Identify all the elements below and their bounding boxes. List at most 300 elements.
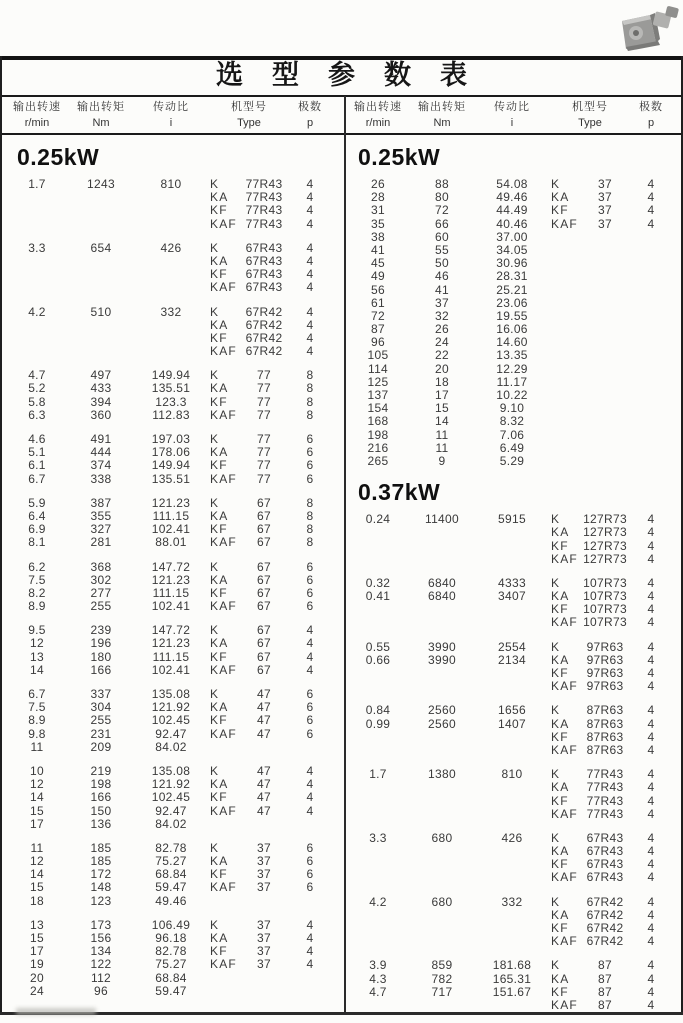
output-speed-value: 4.7 (369, 984, 387, 999)
output-speed-value (6, 218, 68, 231)
table-row (341, 832, 682, 845)
ratio-value: 13.35 (496, 348, 528, 363)
output-torque-value: 166 (90, 662, 112, 677)
ratio-value: 2554 (498, 639, 526, 654)
poles-value: 4 (647, 894, 655, 909)
type-prefix: KAF (551, 934, 578, 949)
type-model: 67R42 (586, 907, 624, 922)
type-model: 67R42 (245, 330, 283, 345)
type-prefix (549, 323, 579, 336)
parameter-group (341, 704, 682, 757)
ratio-value: 147.72 (151, 623, 191, 638)
ratio-value (475, 744, 549, 757)
type-prefix (549, 310, 579, 323)
poles-value: 4 (647, 602, 655, 617)
ratio-value: 88.01 (155, 535, 187, 550)
ratio-value: 10.22 (496, 388, 528, 402)
ratio-value: 810 (160, 177, 182, 191)
output-torque-value: 134 (90, 944, 112, 959)
output-speed-value (347, 808, 409, 821)
output-speed-value (347, 667, 409, 680)
output-torque-value (409, 540, 475, 553)
type-model: 47 (257, 777, 271, 792)
ratio-value: 7.06 (499, 427, 525, 442)
type-model: 67 (257, 662, 271, 677)
output-speed-value: 0.55 (365, 639, 391, 654)
output-torque-value: 680 (431, 830, 453, 845)
output-speed-value: 14 (30, 662, 44, 677)
type-model: 77R43 (245, 190, 283, 205)
ratio-value: 75.27 (155, 957, 187, 972)
type-prefix (549, 257, 579, 270)
ratio-value: 8.32 (499, 414, 525, 429)
type-prefix (549, 336, 579, 349)
ratio-value: 28.31 (496, 269, 528, 284)
poles-value: 4 (306, 240, 314, 255)
output-speed-value (6, 204, 68, 217)
table-row (341, 718, 682, 731)
output-speed-value (347, 731, 409, 744)
table-row (341, 959, 682, 972)
poles-value: 6 (306, 713, 314, 728)
output-torque-value: 717 (431, 984, 453, 999)
output-torque-value: 20 (435, 361, 449, 376)
poles-value: 8 (306, 495, 314, 510)
poles-value: 4 (306, 649, 314, 664)
output-torque-value: 360 (90, 407, 112, 422)
column-divider (344, 96, 346, 1015)
poles-value: 4 (647, 806, 655, 821)
type-prefix (549, 376, 579, 389)
output-torque-value: 122 (90, 957, 112, 972)
type-model: 87R63 (586, 729, 624, 744)
type-prefix (549, 415, 579, 428)
output-speed-value (347, 616, 409, 629)
type-prefix: K (210, 559, 220, 574)
table-row (0, 985, 341, 998)
output-speed-value: 7.5 (28, 572, 46, 587)
poles-value: 6 (306, 726, 314, 741)
type-model: 77 (257, 458, 271, 473)
poles-value: 6 (306, 585, 314, 600)
output-torque-value: 444 (90, 445, 112, 460)
output-torque-value: 15 (435, 401, 449, 416)
parameter-group (341, 178, 682, 468)
type-prefix: KAF (210, 599, 237, 614)
output-torque-value: 32 (435, 308, 449, 323)
poles-value: 4 (647, 742, 655, 757)
ratio-value: 111.15 (152, 649, 190, 664)
poles-value: 4 (647, 844, 655, 859)
poles-value: 4 (306, 777, 314, 792)
type-prefix: KF (551, 538, 569, 553)
poles-value (631, 402, 671, 415)
ratio-value: 54.08 (496, 177, 528, 191)
table-row (0, 791, 341, 804)
output-speed-value: 56 (371, 282, 385, 297)
type-model: 77R43 (245, 203, 283, 218)
parameter-group (0, 178, 341, 231)
poles-value: 4 (647, 615, 655, 630)
type-prefix: KAF (551, 742, 578, 757)
output-torque-value (68, 281, 134, 294)
type-model (579, 270, 631, 283)
type-prefix: KA (551, 652, 570, 667)
type-prefix (549, 270, 579, 283)
type-model: 127R73 (583, 551, 627, 566)
poles-value: 4 (647, 716, 655, 731)
type-model: 47 (257, 790, 271, 805)
ratio-value: 84.02 (155, 739, 187, 754)
output-speed-value: 3.3 (28, 240, 46, 255)
table-row (0, 409, 341, 422)
poles-value: 4 (647, 907, 655, 922)
type-prefix: KF (210, 649, 228, 664)
output-speed-value (347, 858, 409, 871)
type-model: 77R43 (586, 767, 624, 782)
type-prefix: K (210, 763, 220, 778)
table-row (0, 664, 341, 677)
type-prefix: KF (210, 394, 228, 409)
poles-value: 4 (647, 997, 655, 1012)
type-prefix: K (551, 958, 561, 973)
output-speed-value: 72 (371, 308, 385, 323)
ratio-value: 135.51 (151, 381, 191, 396)
type-prefix: K (210, 304, 220, 319)
type-model: 77 (257, 432, 271, 446)
type-model: 77 (257, 368, 271, 383)
type-prefix: KA (210, 572, 229, 587)
table-row (341, 415, 682, 428)
table-row (341, 442, 682, 455)
output-speed-value: 6.9 (28, 522, 46, 537)
parameter-group (341, 768, 682, 821)
output-torque-value: 302 (90, 572, 112, 587)
poles-value (631, 415, 671, 428)
ratio-value: 82.78 (155, 840, 187, 855)
table-row (341, 349, 682, 362)
type-prefix: KA (551, 716, 570, 731)
output-torque-value (409, 667, 475, 680)
output-torque-value: 304 (90, 700, 112, 715)
type-prefix: KF (551, 602, 569, 617)
output-torque-value: 26 (435, 322, 449, 337)
ratio-value: 197.03 (151, 432, 191, 446)
type-prefix: KA (551, 907, 570, 922)
table-row (341, 616, 682, 629)
output-speed-value: 15 (30, 803, 44, 818)
poles-value: 8 (306, 407, 314, 422)
type-prefix: KF (210, 713, 228, 728)
poles-value: 4 (647, 921, 655, 935)
type-model (579, 284, 631, 297)
ratio-value: 112.83 (152, 407, 190, 422)
ratio-value: 44.49 (496, 203, 528, 218)
type-model: 67 (257, 522, 271, 537)
type-model: 67 (257, 572, 271, 587)
type-model: 77 (257, 407, 271, 422)
output-torque-value: 172 (90, 867, 112, 882)
output-torque-value: 355 (90, 508, 112, 523)
output-speed-value: 137 (367, 388, 389, 402)
ratio-value (134, 345, 208, 358)
ratio-value: 810 (501, 767, 523, 782)
type-model: 37 (257, 931, 271, 945)
output-speed-value (347, 909, 409, 922)
poles-value: 4 (647, 666, 655, 680)
type-model: 87R63 (586, 716, 624, 731)
output-torque-value (68, 204, 134, 217)
ratio-value: 25.21 (496, 282, 528, 297)
type-model: 67 (257, 649, 271, 664)
output-torque-value: 433 (90, 381, 112, 396)
type-prefix: K (210, 840, 220, 855)
table-row (341, 909, 682, 922)
table-row (0, 536, 341, 549)
type-prefix: KA (210, 508, 229, 523)
poles-value: 4 (306, 280, 314, 295)
gearbox-photo (616, 3, 680, 55)
output-speed-value: 12 (30, 854, 44, 869)
output-speed-value: 41 (371, 242, 385, 257)
output-torque-value: 180 (90, 649, 112, 664)
type-prefix (549, 363, 579, 376)
type-model: 67 (257, 495, 271, 510)
output-speed-value: 6.2 (28, 559, 46, 574)
table-header-left (0, 97, 341, 133)
type-prefix (549, 349, 579, 362)
parameter-group (341, 832, 682, 885)
output-speed-value (6, 281, 68, 294)
type-model: 107R73 (583, 602, 627, 617)
output-speed-value: 0.66 (365, 652, 391, 667)
type-model (579, 336, 631, 349)
output-speed-value (347, 871, 409, 884)
table-row (341, 667, 682, 680)
output-torque-value: 156 (90, 931, 112, 945)
output-speed-value (347, 526, 409, 539)
table-row (341, 553, 682, 566)
ratio-value: 92.47 (155, 726, 187, 741)
header-bottom-rule (0, 133, 683, 135)
output-speed-value: 8.1 (28, 535, 46, 550)
type-model: 127R73 (583, 538, 627, 553)
ratio-value: 102.41 (151, 522, 191, 537)
output-speed-value: 4.2 (369, 894, 387, 909)
ratio-value (134, 268, 208, 281)
type-model (238, 985, 290, 998)
parameter-group (341, 959, 682, 1012)
type-model (579, 310, 631, 323)
type-model: 77 (257, 471, 271, 486)
poles-value (290, 741, 330, 754)
type-model: 37 (257, 917, 271, 932)
type-prefix (549, 297, 579, 310)
ratio-value (475, 553, 549, 566)
type-model: 87 (598, 984, 612, 999)
ratio-value (475, 540, 549, 553)
ratio-value: 75.27 (155, 854, 187, 869)
poles-value (290, 818, 330, 831)
table-row (0, 242, 341, 255)
poles-value: 4 (647, 203, 655, 218)
parameter-group (341, 641, 682, 694)
poles-value: 6 (306, 840, 314, 855)
table-row (341, 270, 682, 283)
type-model: 37 (257, 944, 271, 959)
type-prefix: KAF (551, 615, 578, 630)
poles-value: 4 (306, 957, 314, 972)
type-prefix (549, 284, 579, 297)
poles-value: 4 (647, 857, 655, 872)
ratio-value: 121.92 (151, 777, 191, 792)
type-prefix: KAF (210, 407, 237, 422)
type-prefix: KAF (551, 806, 578, 821)
output-torque-value: 196 (90, 636, 112, 651)
table-row (341, 603, 682, 616)
output-torque-value: 219 (90, 763, 112, 778)
poles-value (631, 349, 671, 362)
type-prefix (208, 972, 238, 985)
ratio-value: 68.84 (155, 970, 187, 985)
output-speed-value: 14 (30, 867, 44, 882)
output-torque-value: 22 (435, 348, 449, 363)
table-row (341, 935, 682, 948)
type-prefix (549, 442, 579, 455)
output-torque-value: 277 (90, 585, 112, 600)
type-model: 77 (257, 381, 271, 396)
type-model: 47 (257, 763, 271, 778)
ratio-value: 16.06 (496, 322, 528, 337)
output-speed-value (347, 603, 409, 616)
poles-value: 4 (647, 216, 655, 231)
table-row (341, 363, 682, 376)
ratio-value: 6.49 (499, 440, 525, 455)
table-row (0, 600, 341, 613)
header-output-torque: 输出转矩 Nm (77, 101, 125, 129)
output-torque-value: 96 (94, 983, 108, 998)
poles-value (631, 244, 671, 257)
output-torque-value: 337 (90, 687, 112, 701)
type-prefix: K (210, 495, 220, 510)
output-torque-value (409, 616, 475, 629)
output-speed-value (347, 680, 409, 693)
type-model: 77R43 (586, 793, 624, 808)
type-prefix (208, 985, 238, 998)
poles-value: 4 (306, 931, 314, 945)
poles-value: 6 (306, 572, 314, 587)
output-speed-value: 96 (371, 335, 385, 350)
poles-value: 4 (647, 589, 655, 604)
output-speed-value: 24 (30, 983, 44, 998)
output-speed-value (347, 744, 409, 757)
ratio-value (475, 808, 549, 821)
table-row (0, 281, 341, 294)
table-row (341, 429, 682, 442)
poles-value (631, 389, 671, 402)
type-prefix: KAF (210, 662, 237, 677)
type-prefix: KA (210, 700, 229, 715)
type-model (579, 257, 631, 270)
ratio-value (475, 871, 549, 884)
output-torque-value (409, 603, 475, 616)
table-row (341, 284, 682, 297)
output-torque-value (68, 268, 134, 281)
table-row (341, 845, 682, 858)
poles-value: 8 (306, 522, 314, 537)
table-row (341, 680, 682, 693)
output-torque-value: 1243 (87, 177, 115, 191)
type-prefix: KA (551, 780, 570, 795)
table-row (0, 972, 341, 985)
type-prefix: KF (210, 944, 228, 959)
ratio-value: 40.46 (496, 216, 528, 231)
poles-value: 4 (647, 793, 655, 808)
ratio-value: 5915 (498, 512, 526, 527)
poles-value (631, 297, 671, 310)
poles-value (631, 363, 671, 376)
poles-value: 4 (647, 652, 655, 667)
type-prefix: KF (210, 267, 228, 282)
output-speed-value: 114 (367, 361, 389, 376)
output-speed-value: 1.7 (369, 767, 387, 782)
output-torque-value: 80 (435, 190, 449, 205)
table-left-column (0, 136, 341, 1023)
type-prefix: K (210, 623, 220, 638)
output-speed-value: 61 (371, 295, 385, 310)
output-speed-value: 6.7 (28, 687, 46, 701)
header-type: 机型号 Type (572, 101, 608, 129)
output-speed-value: 26 (371, 177, 385, 191)
poles-value: 4 (647, 767, 655, 782)
table-row (341, 204, 682, 217)
output-speed-value: 10 (30, 763, 44, 778)
ratio-value: 82.78 (155, 944, 187, 959)
type-prefix: KA (210, 636, 229, 651)
output-speed-value: 0.41 (365, 589, 391, 604)
output-torque-value (409, 858, 475, 871)
ratio-value (475, 909, 549, 922)
type-model: 77 (257, 394, 271, 409)
poles-value (631, 336, 671, 349)
type-model: 127R73 (583, 512, 627, 527)
type-model: 37 (598, 216, 612, 231)
type-model: 67R42 (245, 304, 283, 319)
scan-smudge (16, 1008, 96, 1015)
table-row (0, 818, 341, 831)
parameter-group (341, 513, 682, 566)
header-poles: 极数 p (639, 101, 663, 129)
type-prefix (549, 455, 579, 468)
header-ratio: 传动比 i (494, 101, 530, 129)
type-model: 47 (257, 687, 271, 701)
output-torque-value (68, 218, 134, 231)
type-model: 67R42 (245, 317, 283, 332)
type-model: 37 (598, 203, 612, 218)
poles-value: 4 (647, 639, 655, 654)
type-prefix: K (210, 240, 220, 255)
poles-value: 6 (306, 471, 314, 486)
output-torque-value: 338 (90, 471, 112, 486)
poles-value (631, 284, 671, 297)
poles-value: 8 (306, 381, 314, 396)
output-speed-value: 15 (30, 880, 44, 895)
output-speed-value: 3.3 (369, 830, 387, 845)
output-torque-value: 166 (90, 790, 112, 805)
ratio-value: 37.00 (496, 229, 528, 244)
output-torque-value (409, 845, 475, 858)
output-speed-value (6, 255, 68, 268)
